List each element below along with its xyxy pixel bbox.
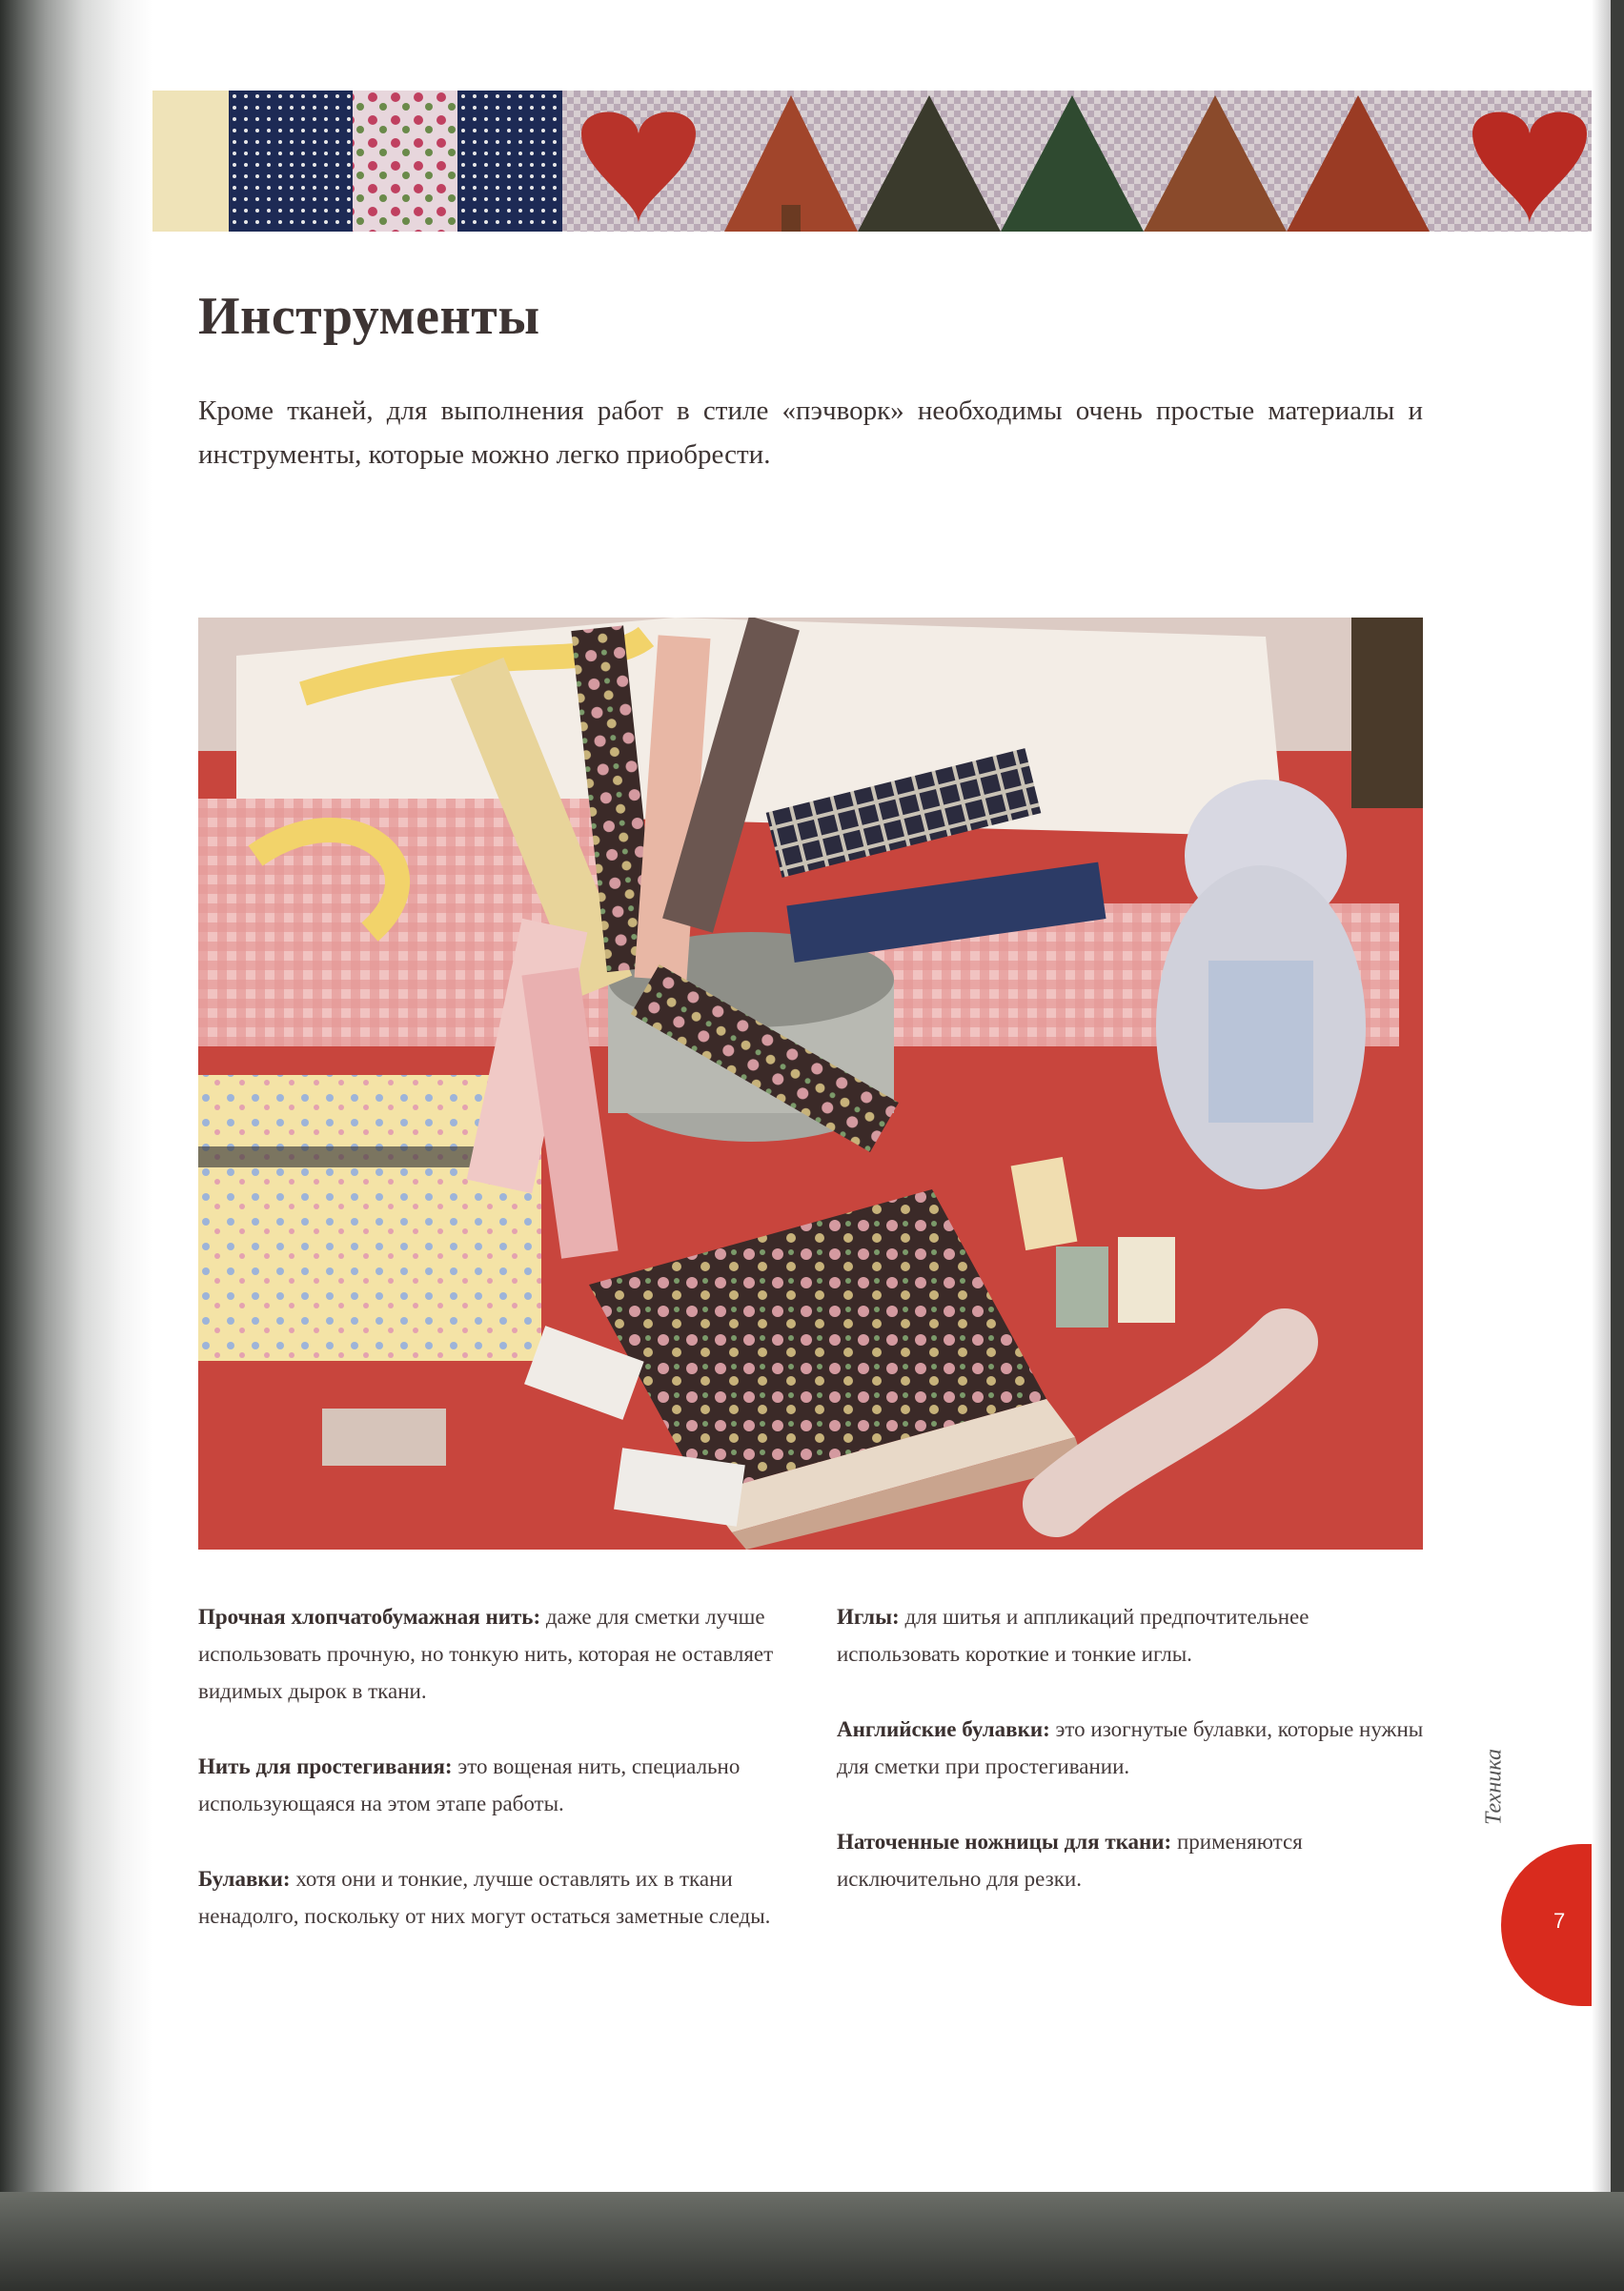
item-needles: Иглы: для шитья и аппликаций предпочтительнее использовать короткие и тонкие иглы. bbox=[837, 1605, 1309, 1666]
item-safety-pins: Английские булавки: это изогнутые булавки, которые нужны для сметки при простегивании. bbox=[837, 1717, 1424, 1778]
page-edge-shadow bbox=[1592, 0, 1611, 2192]
section-side-label: Техника bbox=[1481, 1748, 1507, 1826]
left-text-column bbox=[198, 1598, 808, 1973]
page-title: Инструменты bbox=[198, 287, 540, 346]
item-quilting-thread: Нить для простегивания: это вощеная нить, специально использующаяся на этом этапе работы. bbox=[198, 1754, 741, 1815]
scanner-background bbox=[0, 2192, 1624, 2291]
patchwork-banner-image bbox=[0, 91, 1601, 232]
sewing-tools-photo bbox=[198, 618, 1423, 1550]
item-strong-thread: Прочная хлопчатобумажная нить: даже для сметки лучше использовать прочную, но тонкую нить, которая не оставляет видимых дырок в ткани. bbox=[198, 1605, 774, 1703]
right-text-column bbox=[837, 1598, 1428, 1936]
intro-paragraph: Кроме тканей, для выполнения работ в стиле «пэчворк» необходимы очень простые материалы и инструменты, которые можно легко приобрести. bbox=[198, 395, 1423, 470]
item-pins: Булавки: хотя они и тонкие, лучше оставлять их в ткани ненадолго, поскольку от них могут остаться заметные следы. bbox=[198, 1867, 771, 1928]
page-number: 7 bbox=[1553, 1909, 1566, 1933]
item-scissors: Наточенные ножницы для ткани: применяются исключительно для резки. bbox=[837, 1830, 1303, 1891]
book-gutter-shadow bbox=[0, 0, 152, 2192]
